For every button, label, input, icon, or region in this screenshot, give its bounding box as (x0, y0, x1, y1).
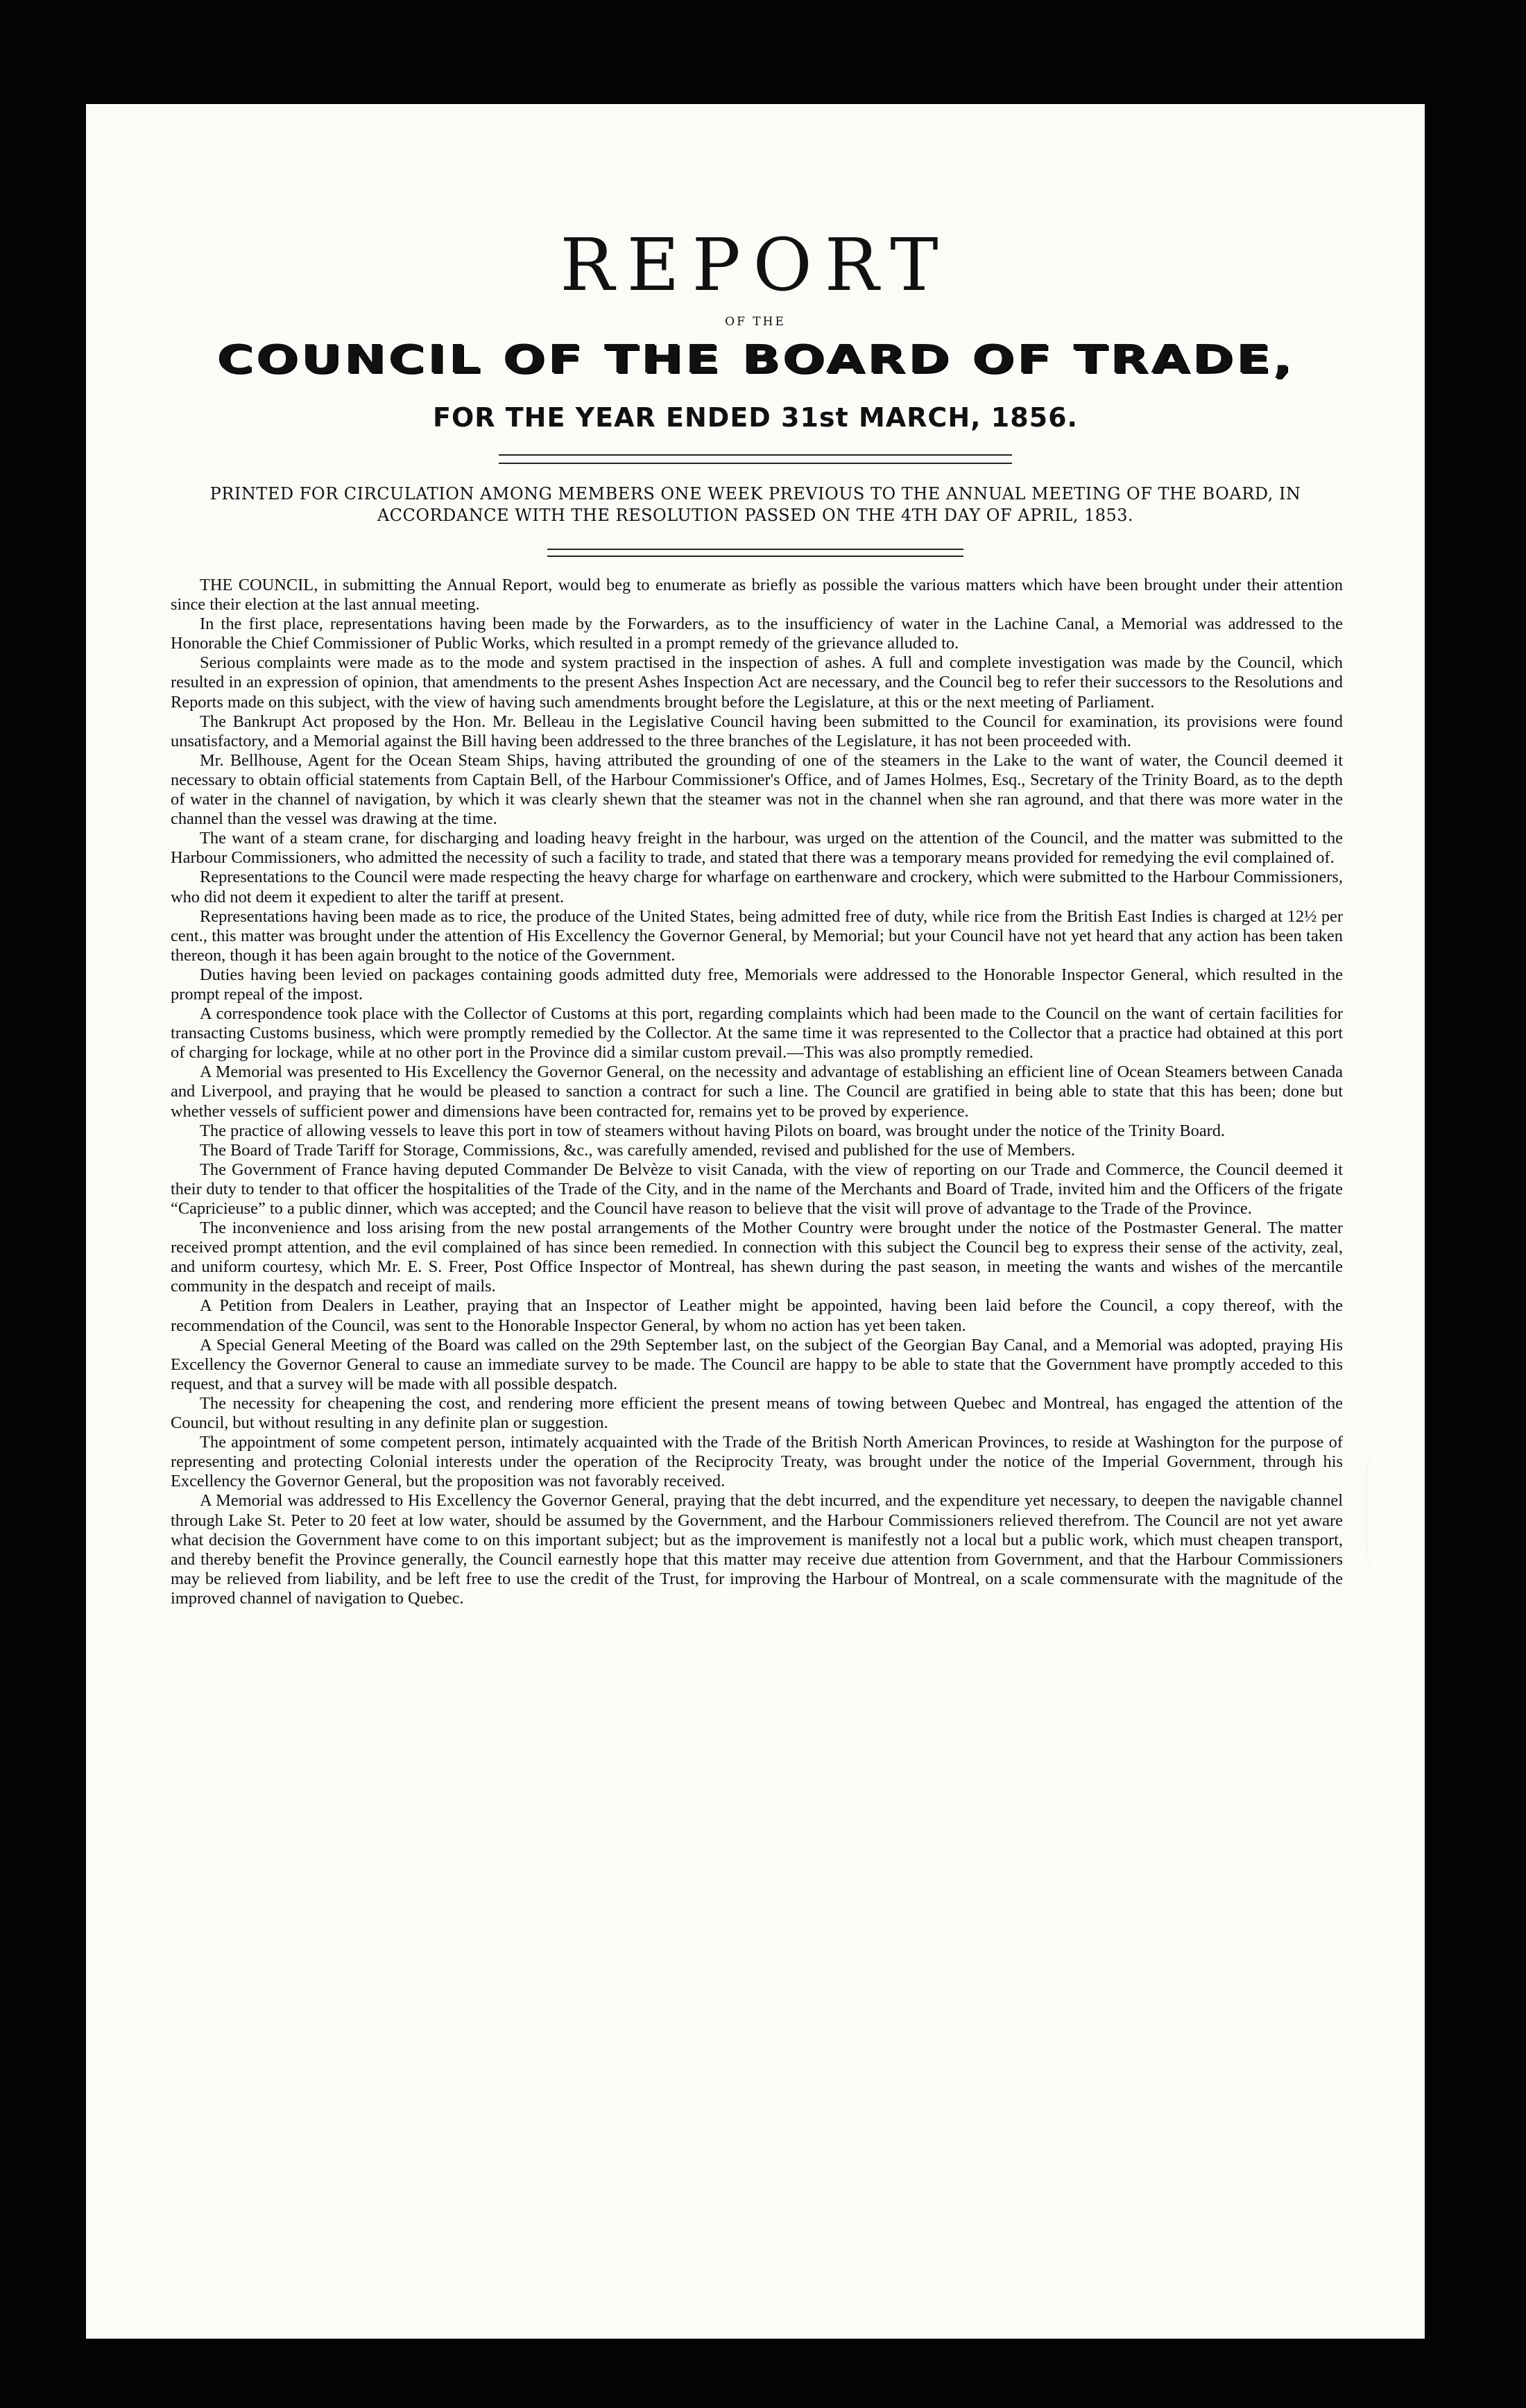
paragraph-5: Mr. Bellhouse, Agent for the Ocean Steam Ships, having attributed the grounding of one of the steamers in the Lake to the want of water, the Council deemed it necessary to obtain official statements from Captain Bell, of the Harbour Commissioner's Office, and of James Holmes, Esq., Secretary of the Trinity Board, as to the depth of water in the channel of navigation, by which it was clearly shewn that the steamer was not in the channel when she ran aground, and that there was more water in the channel than the vessel was drawing at the time. (171, 750, 1343, 829)
paragraph-14: The Government of France having deputed Commander De Belvèze to visit Canada, with the view of reporting on our Trade and Commerce, the Council deemed it their duty to tender to that officer the hospitalities of the Trade of the City, and in the name of the Merchants and Board of Trade, invited him and the Officers of the frigate “Capricieuse” to a public dinner, which was accepted; and the Council have reason to believe that the visit will prove of advantage to the Trade of the Province. (171, 1160, 1343, 1218)
report-title: REPORT (560, 223, 951, 307)
document-page (86, 104, 1425, 2339)
paragraph-3: Serious complaints were made as to the mode and system practised in the inspection of ashes. A full and complete investigation was made by the Council, which resulted in an expression of opinion, that amendments to the present Ashes Inspection Act are necessary, and the Council beg to refer their successors to the Resolutions and Reports made on this subject, with the view of having such amendments brought before the Legislature, at this or the next meeting of Parliament. (171, 653, 1343, 712)
paragraph-8: Representations having been made as to rice, the produce of the United States, being admitted free of duty, while rice from the British East Indies is charged at 12½ per cent., this matter was brought under the attention of His Excellency the Governor General, by Memorial; but your Council have not yet heard that any action has been taken thereon, though it has been again brought to the notice of the Government. (171, 906, 1343, 965)
paragraph-7: Representations to the Council were made respecting the heavy charge for wharfage on earthenware and crockery, which were submitted to the Harbour Commissioners, who did not deem it expedient to alter the tariff at present. (171, 868, 1343, 906)
paragraph-15: The inconvenience and loss arising from the new postal arrangements of the Mother Country were brought under the notice of the Postmaster General. The matter received prompt attention, and the evil complained of has since been remedied. In connection with this subject the Council beg to express their sense of the activity, zeal, and uniform courtesy, which Mr. E. S. Freer, Post Office Inspector of Montreal, has shewn during the past season, in meeting the wants and wishes of the mercantile community in the despatch and receipt of mails. (171, 1219, 1343, 1296)
paragraph-16: A Petition from Dealers in Leather, praying that an Inspector of Leather might be appointed, having been laid before the Council, a copy thereof, with the recommendation of the Council, was sent to the Honorable Inspector General, by whom no action has yet been taken. (171, 1296, 1343, 1335)
margin-mark (1366, 1430, 1425, 1590)
paragraph-20: A Memorial was addressed to His Excellency the Governor General, praying that the debt incurred, and the expenditure yet necessary, to deepen the navigable channel through Lake St. Peter to 20 feet at low water, should be assumed by the Government, and the Harbour Commissioners relieved therefrom. The Council are not yet aware what decision the Government have come to on this important subject; but as the improvement is manifestly not a local but a public work, which must cheapen transport, and thereby benefit the Province generally, the Council earnestly hope that this matter may receive due attention from Government, and that the Harbour Commissioners may be relieved from liability, and be left free to use the credit of the Trust, for improving the Harbour of Montreal, on a scale commensurate with the magnitude of the improved channel of navigation to Quebec. (171, 1491, 1343, 1608)
paragraph-13: The Board of Trade Tariff for Storage, Commissions, &c., was carefully amended, revised and published for the use of Members. (200, 1140, 1076, 1160)
paragraph-17: A Special General Meeting of the Board was called on the 29th September last, on the subject of the Georgian Bay Canal, and a Memorial was adopted, praying His Excellency the Governor General to cause an immediate survey to be made. The Council are happy to be able to state that the Government have promptly acceded to this request, and that a survey will be made with all possible despatch. (171, 1335, 1343, 1393)
paragraph-1: THE COUNCIL, in submitting the Annual Report, would beg to enumerate as briefly as possible the various matters which have been brought under their attention since their election at the last annual meeting. (171, 576, 1343, 614)
report-year-line: FOR THE YEAR ENDED 31st MARCH, 1856. (432, 402, 1078, 433)
paragraph-11: A Memorial was presented to His Excellency the Governor General, on the necessity and advantage of establishing an efficient line of Ocean Steamers between Canada and Liverpool, and praying that he would be pleased to sanction a contract for such a line. The Council are gratified in being able to state that this has been; done but whether vessels of sufficient power and dimensions have been contracted for, remains yet to be proved by experience. (171, 1063, 1343, 1121)
report-body (171, 576, 1343, 1608)
double-rule-top (499, 454, 1012, 464)
circulation-notice: PRINTED FOR CIRCULATION AMONG MEMBERS ONE WEEK PREVIOUS TO THE ANNUAL MEETING OF THE BOARD, IN ACCORDANCE WITH THE RESOLUTION PASSED ON THE 4TH DAY OF APRIL, 1853. (209, 484, 1301, 525)
paragraph-10: A correspondence took place with the Collector of Customs at this port, regarding complaints which had been made to the Council on the want of certain facilities for transacting Customs business, which were promptly remedied by the Collector. At the same time it was represented to the Collector that a practice had obtained at this port of charging for lockage, while at no other port in the Province did a similar custom prevail.—This was also promptly remedied. (171, 1004, 1343, 1063)
paragraph-6: The want of a steam crane, for discharging and loading heavy freight in the harbour, was urged on the attention of the Council, and the matter was submitted to the Harbour Commissioners, who admitted the necessity of such a facility to trade, and stated that there was a temporary means provided for remedying the evil complained of. (171, 829, 1343, 868)
report-header (86, 223, 1425, 557)
paragraph-2: In the first place, representations having been made by the Forwarders, as to the insufficiency of water in the Lachine Canal, a Memorial was addressed to the Honorable the Chief Commissioner of Public Works, which resulted in a prompt remedy of the grievance alluded to. (171, 614, 1343, 653)
paragraph-19: The appointment of some competent person, intimately acquainted with the Trade of the British North American Provinces, to reside at Washington for the purpose of representing and protecting Colonial interests under the operation of the Reciprocity Treaty, was brought under the notice of the Imperial Government, through his Excellency the Governor General, but the proposition was not favorably received. (171, 1433, 1343, 1491)
double-rule-bottom (547, 549, 963, 557)
paragraph-4: The Bankrupt Act proposed by the Hon. Mr. Belleau in the Legislative Council having been submitted to the Council for examination, its provisions were found unsatisfactory, and a Memorial against the Bill having been addressed to the three branches of the Legislature, it has not been proceeded with. (171, 712, 1343, 750)
report-subtitle-of-the: OF THE (725, 315, 786, 329)
report-council-heading: COUNCIL OF THE BOARD OF TRADE, (216, 337, 1294, 382)
paragraph-9: Duties having been levied on packages containing goods admitted duty free, Memorials were addressed to the Honorable Inspector General, which resulted in the prompt repeal of the impost. (171, 965, 1343, 1004)
paragraph-12: The practice of allowing vessels to leave this port in tow of steamers without having Pilots on board, was brought under the notice of the Trinity Board. (200, 1121, 1226, 1140)
paragraph-18: The necessity for cheapening the cost, and rendering more efficient the present means of towing between Quebec and Montreal, has engaged the attention of the Council, but without resulting in any definite plan or suggestion. (171, 1393, 1343, 1433)
